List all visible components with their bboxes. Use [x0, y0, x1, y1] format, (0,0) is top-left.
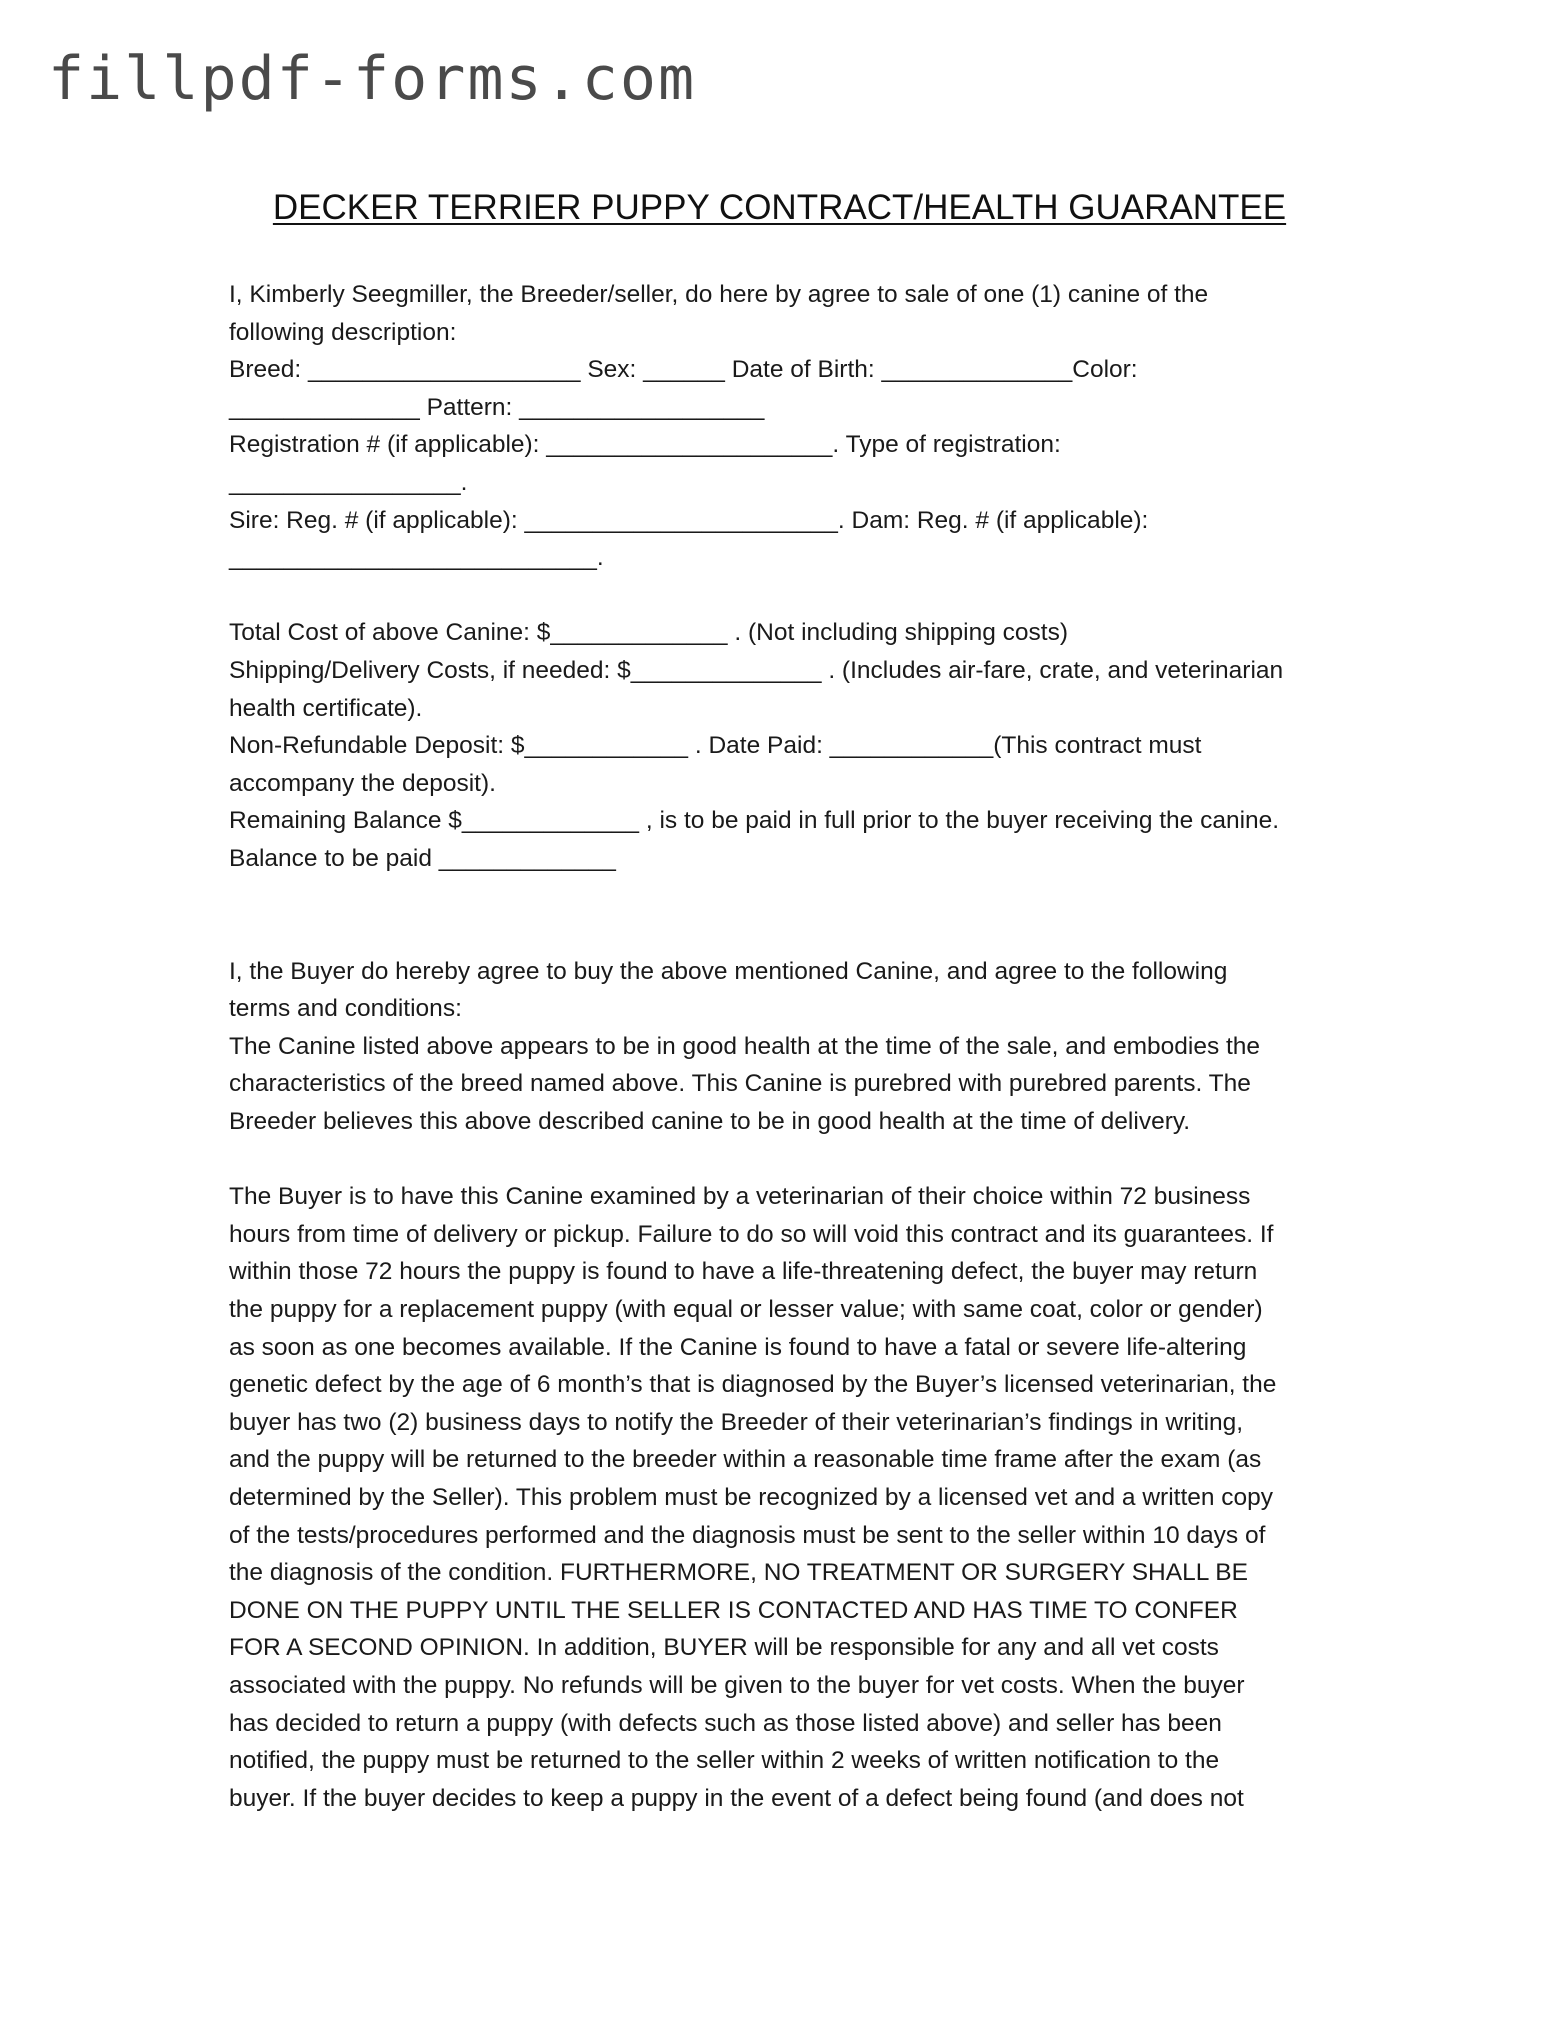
text-line: _________________. — [229, 468, 468, 496]
text-line: The Buyer is to have this Canine examined by a veterinarian of their choice within 72 business — [229, 1183, 1251, 1211]
spacer — [229, 577, 1339, 615]
text-line: following description: — [229, 318, 457, 346]
section-guarantee — [229, 1178, 1339, 1817]
text-line: notified, the puppy must be returned to the seller within 2 weeks of written notification to the — [229, 1747, 1220, 1775]
text-line: ______________ Pattern: __________________ — [229, 393, 765, 421]
text-line: accompany the deposit). — [229, 769, 496, 797]
text-line: and the puppy will be returned to the breeder within a reasonable time frame after the exam (as — [229, 1446, 1262, 1474]
spacer — [229, 878, 1339, 953]
section-agreement — [229, 953, 1339, 1141]
text-line: the puppy for a replacement puppy (with equal or lesser value; with same coat, color or gender) — [229, 1296, 1263, 1324]
document-body — [229, 276, 1339, 1817]
text-line: characteristics of the breed named above. This Canine is purebred with purebred parents. The — [229, 1070, 1251, 1098]
text-line: Balance to be paid _____________ — [229, 844, 616, 872]
text-line: Breeder believes this above described canine to be in good health at the time of delivery. — [229, 1108, 1191, 1136]
text-line: hours from time of delivery or pickup. Failure to do so will void this contract and its guarantees. If — [229, 1220, 1274, 1248]
text-line: DONE ON THE PUPPY UNTIL THE SELLER IS CONTACTED AND HAS TIME TO CONFER — [229, 1596, 1238, 1624]
text-line: buyer. If the buyer decides to keep a puppy in the event of a defect being found (and does not — [229, 1784, 1244, 1812]
text-line: Shipping/Delivery Costs, if needed: $______________ . (Includes air-fare, crate, and veterinarian — [229, 656, 1284, 684]
text-line: the diagnosis of the condition. FURTHERMORE, NO TREATMENT OR SURGERY SHALL BE — [229, 1559, 1248, 1587]
section-costs — [229, 614, 1339, 877]
text-line: Remaining Balance $_____________ , is to be paid in full prior to the buyer receiving the canine. — [229, 807, 1280, 835]
text-line: Sire: Reg. # (if applicable): _______________________. Dam: Reg. # (if applicable): — [229, 506, 1149, 534]
text-line: within those 72 hours the puppy is found to have a life-threatening defect, the buyer may return — [229, 1258, 1258, 1286]
text-line: as soon as one becomes available. If the Canine is found to have a fatal or severe life-altering — [229, 1333, 1247, 1361]
text-line: Non-Refundable Deposit: $____________ . Date Paid: ____________(This contract must — [229, 732, 1202, 760]
text-line: FOR A SECOND OPINION. In addition, BUYER will be responsible for any and all vet costs — [229, 1634, 1219, 1662]
text-line: of the tests/procedures performed and the diagnosis must be sent to the seller within 10 days of — [229, 1521, 1266, 1549]
section-description — [229, 276, 1339, 577]
text-line: Registration # (if applicable): _____________________. Type of registration: — [229, 431, 1061, 459]
text-line: determined by the Seller). This problem must be recognized by a licensed vet and a written copy — [229, 1484, 1274, 1511]
document-title: DECKER TERRIER PUPPY CONTRACT/HEALTH GUARANTEE — [272, 188, 1287, 227]
text-line: ___________________________. — [229, 544, 604, 572]
text-line: buyer has two (2) business days to notify the Breeder of their veterinarian’s findings in writing, — [229, 1408, 1244, 1436]
text-line: terms and conditions: — [229, 995, 462, 1023]
spacer — [229, 1141, 1339, 1179]
text-line: The Canine listed above appears to be in good health at the time of the sale, and embodies the — [229, 1032, 1261, 1060]
text-line: associated with the puppy. No refunds will be given to the buyer for vet costs. When the buyer — [229, 1671, 1245, 1699]
text-line: I, Kimberly Seegmiller, the Breeder/seller, do here by agree to sale of one (1) canine of the — [229, 281, 1209, 308]
text-line: Breed: ____________________ Sex: ______ Date of Birth: ______________Color: — [229, 356, 1138, 384]
text-line: I, the Buyer do hereby agree to buy the above mentioned Canine, and agree to the following — [229, 957, 1228, 985]
text-line: Total Cost of above Canine: $_____________ . (Not including shipping costs) — [229, 619, 1068, 647]
text-line: has decided to return a puppy (with defects such as those listed above) and seller has been — [229, 1709, 1222, 1737]
watermark: fillpdf-forms.com — [48, 44, 697, 114]
text-line: genetic defect by the age of 6 month’s that is diagnosed by the Buyer’s licensed veterinarian, the — [229, 1371, 1277, 1399]
text-line: health certificate). — [229, 694, 423, 722]
